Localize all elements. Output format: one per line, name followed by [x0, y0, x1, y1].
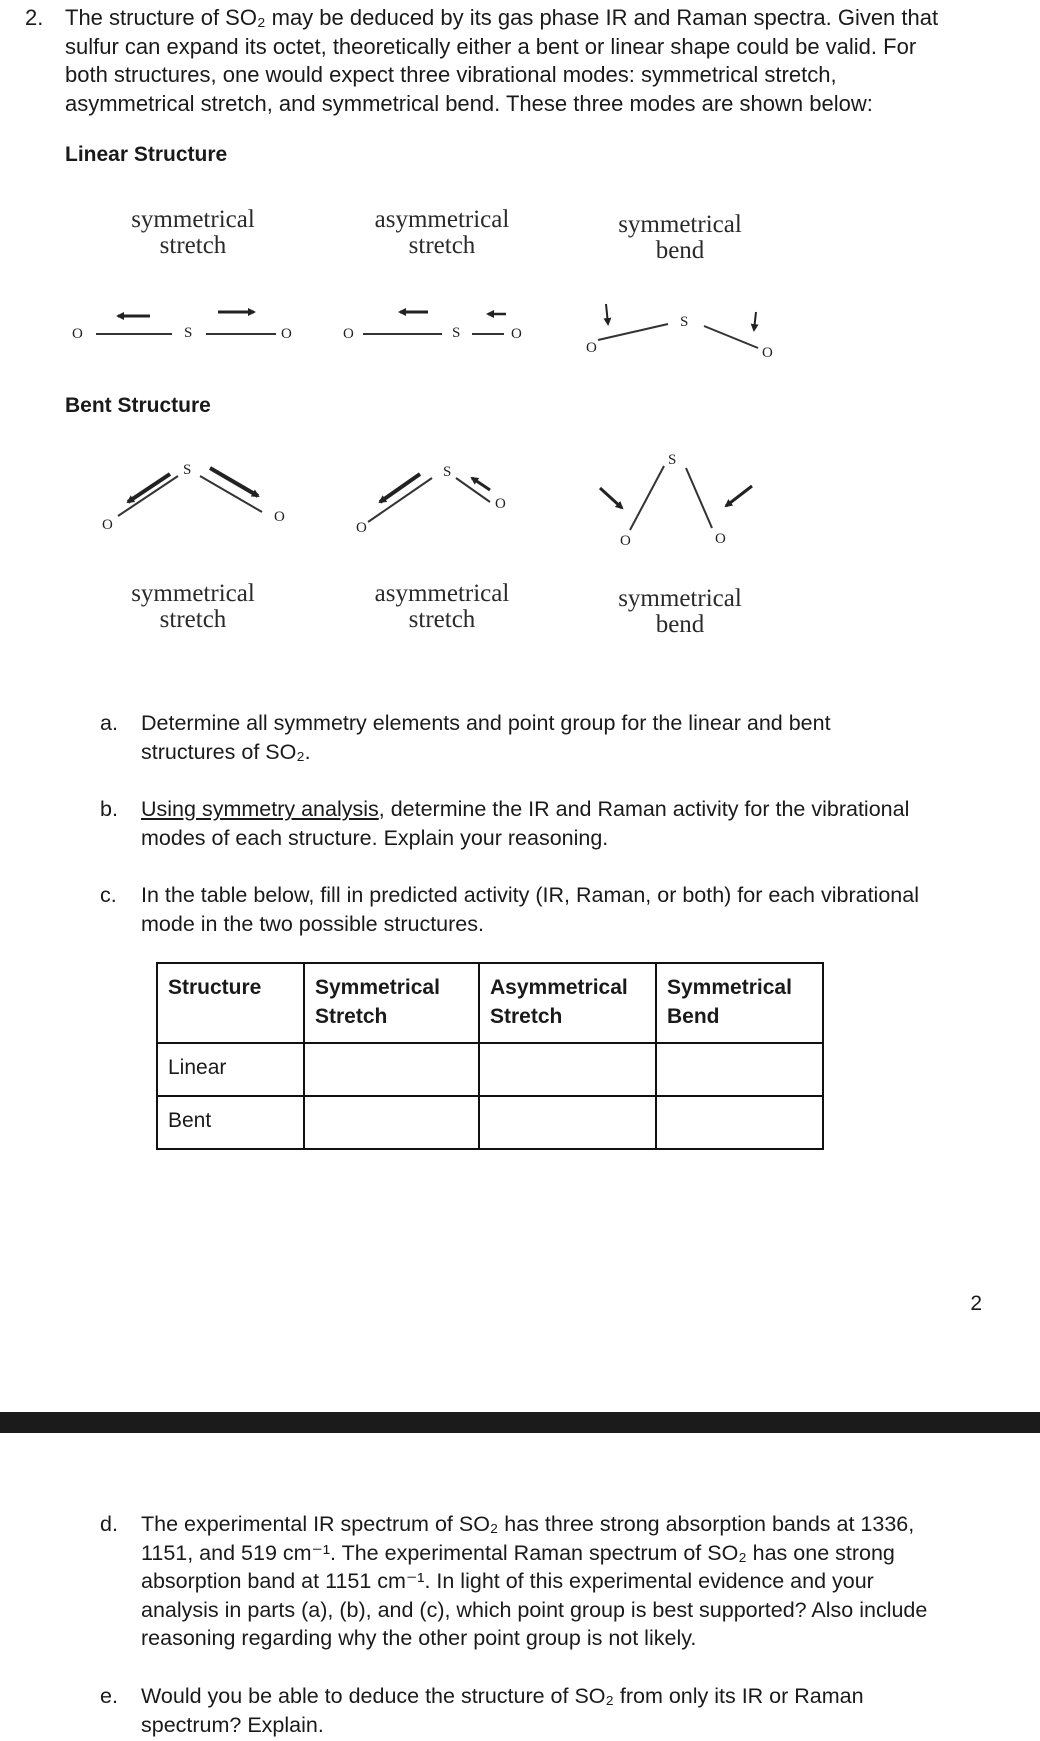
- table-row: [157, 1096, 823, 1149]
- part-c-text: In the table below, fill in predicted activity (IR, Raman, or both) for each vibrational mode in the two possible structures.: [141, 883, 919, 936]
- oxygen-atom: O: [511, 326, 522, 342]
- header-symmetrical-stretch: Symmetrical Stretch: [304, 963, 479, 1043]
- bent-sym-bend-label: symmetrical bend: [618, 585, 742, 638]
- part-e-text: Would you be able to deduce the structure of SO₂ from only its IR or Raman spectrum? Explain.: [141, 1684, 864, 1737]
- bent-asym-stretch-diagram: [368, 474, 490, 522]
- linear-sym-bend-label: symmetrical bend: [618, 211, 742, 264]
- oxygen-atom: O: [102, 517, 113, 533]
- answer-cell[interactable]: [479, 1043, 656, 1096]
- intro-line: both structures, one would expect three vibrational modes: symmetrical stretch,: [65, 62, 837, 87]
- oxygen-atom: O: [356, 520, 367, 536]
- intro-line: sulfur can expand its octet, theoretically either a bent or linear shape could be valid. For: [65, 33, 917, 59]
- oxygen-atom: O: [620, 533, 631, 549]
- table-header-row: [157, 963, 823, 1043]
- table-row: [157, 1043, 823, 1096]
- bent-sym-stretch-label: symmetrical stretch: [131, 580, 255, 633]
- linear-structure-heading: Linear Structure: [65, 143, 228, 166]
- oxygen-atom: O: [274, 509, 285, 525]
- linear-sym-bend-diagram: [598, 304, 758, 348]
- row-label-bent: Bent: [157, 1096, 304, 1149]
- answer-cell[interactable]: [304, 1043, 479, 1096]
- part-c-letter: c.: [100, 883, 117, 907]
- part-e-letter: e.: [100, 1684, 118, 1708]
- intro-line: The structure of SO₂ may be deduced by its gas phase IR and Raman spectra. Given that: [65, 5, 939, 30]
- header-structure: Structure: [157, 963, 304, 1043]
- oxygen-atom: O: [343, 326, 354, 342]
- bent-sym-bend-diagram: [600, 466, 752, 530]
- answer-cell[interactable]: [656, 1043, 823, 1096]
- sulfur-atom: S: [668, 452, 677, 468]
- linear-asym-stretch-diagram: [363, 312, 506, 334]
- row-label-linear: Linear: [157, 1043, 304, 1096]
- sulfur-atom: S: [680, 314, 689, 330]
- sulfur-atom: S: [452, 325, 461, 341]
- page-number: 2: [970, 1292, 982, 1315]
- part-d-text: The experimental IR spectrum of SO₂ has three strong absorption bands at 1336, 1151, and 519 cm⁻¹. The experimental Raman spectrum of SO₂ has one strong absorption band at 1151 cm⁻¹. In light of this experimental evidence and your analysis in parts (a), (b), and (c), which point group is best supported? Also include reasoning regarding why the other point group is not likely.: [141, 1512, 928, 1650]
- bent-structure-heading: Bent Structure: [65, 394, 211, 417]
- part-a-text: Determine all symmetry elements and point group for the linear and bent structures of SO₂.: [141, 711, 831, 764]
- answer-cell[interactable]: [656, 1096, 823, 1149]
- answer-cell[interactable]: [304, 1096, 479, 1149]
- sulfur-atom: S: [443, 464, 452, 480]
- sulfur-atom: S: [184, 325, 193, 341]
- linear-asym-stretch-label: asymmetrical stretch: [374, 206, 510, 259]
- oxygen-atom: O: [495, 496, 506, 512]
- oxygen-atom: O: [715, 531, 726, 547]
- part-b-text: Using symmetry analysis, determine the IR and Raman activity for the vibrational modes of each structure. Explain your reasoning.: [141, 797, 910, 850]
- linear-sym-stretch-label: symmetrical stretch: [131, 206, 255, 259]
- oxygen-atom: O: [281, 326, 292, 342]
- oxygen-atom: O: [586, 340, 597, 356]
- activity-table: [156, 962, 824, 1150]
- oxygen-atom: O: [762, 345, 773, 361]
- header-asymmetrical-stretch: Asymmetrical Stretch: [479, 963, 656, 1043]
- part-b-underlined: Using symmetry analysis: [141, 797, 379, 821]
- oxygen-atom: O: [72, 326, 83, 342]
- part-b-letter: b.: [100, 797, 118, 821]
- question-number: 2.: [25, 5, 44, 30]
- bent-asym-stretch-label: asymmetrical stretch: [374, 580, 510, 633]
- intro-line: asymmetrical stretch, and symmetrical bend. These three modes are shown below:: [65, 90, 873, 116]
- page-break-bar: [0, 1412, 1040, 1433]
- sulfur-atom: S: [183, 462, 192, 478]
- header-symmetrical-bend: Symmetrical Bend: [656, 963, 823, 1043]
- part-d-letter: d.: [100, 1512, 118, 1536]
- answer-cell[interactable]: [479, 1096, 656, 1149]
- part-a-letter: a.: [100, 711, 118, 735]
